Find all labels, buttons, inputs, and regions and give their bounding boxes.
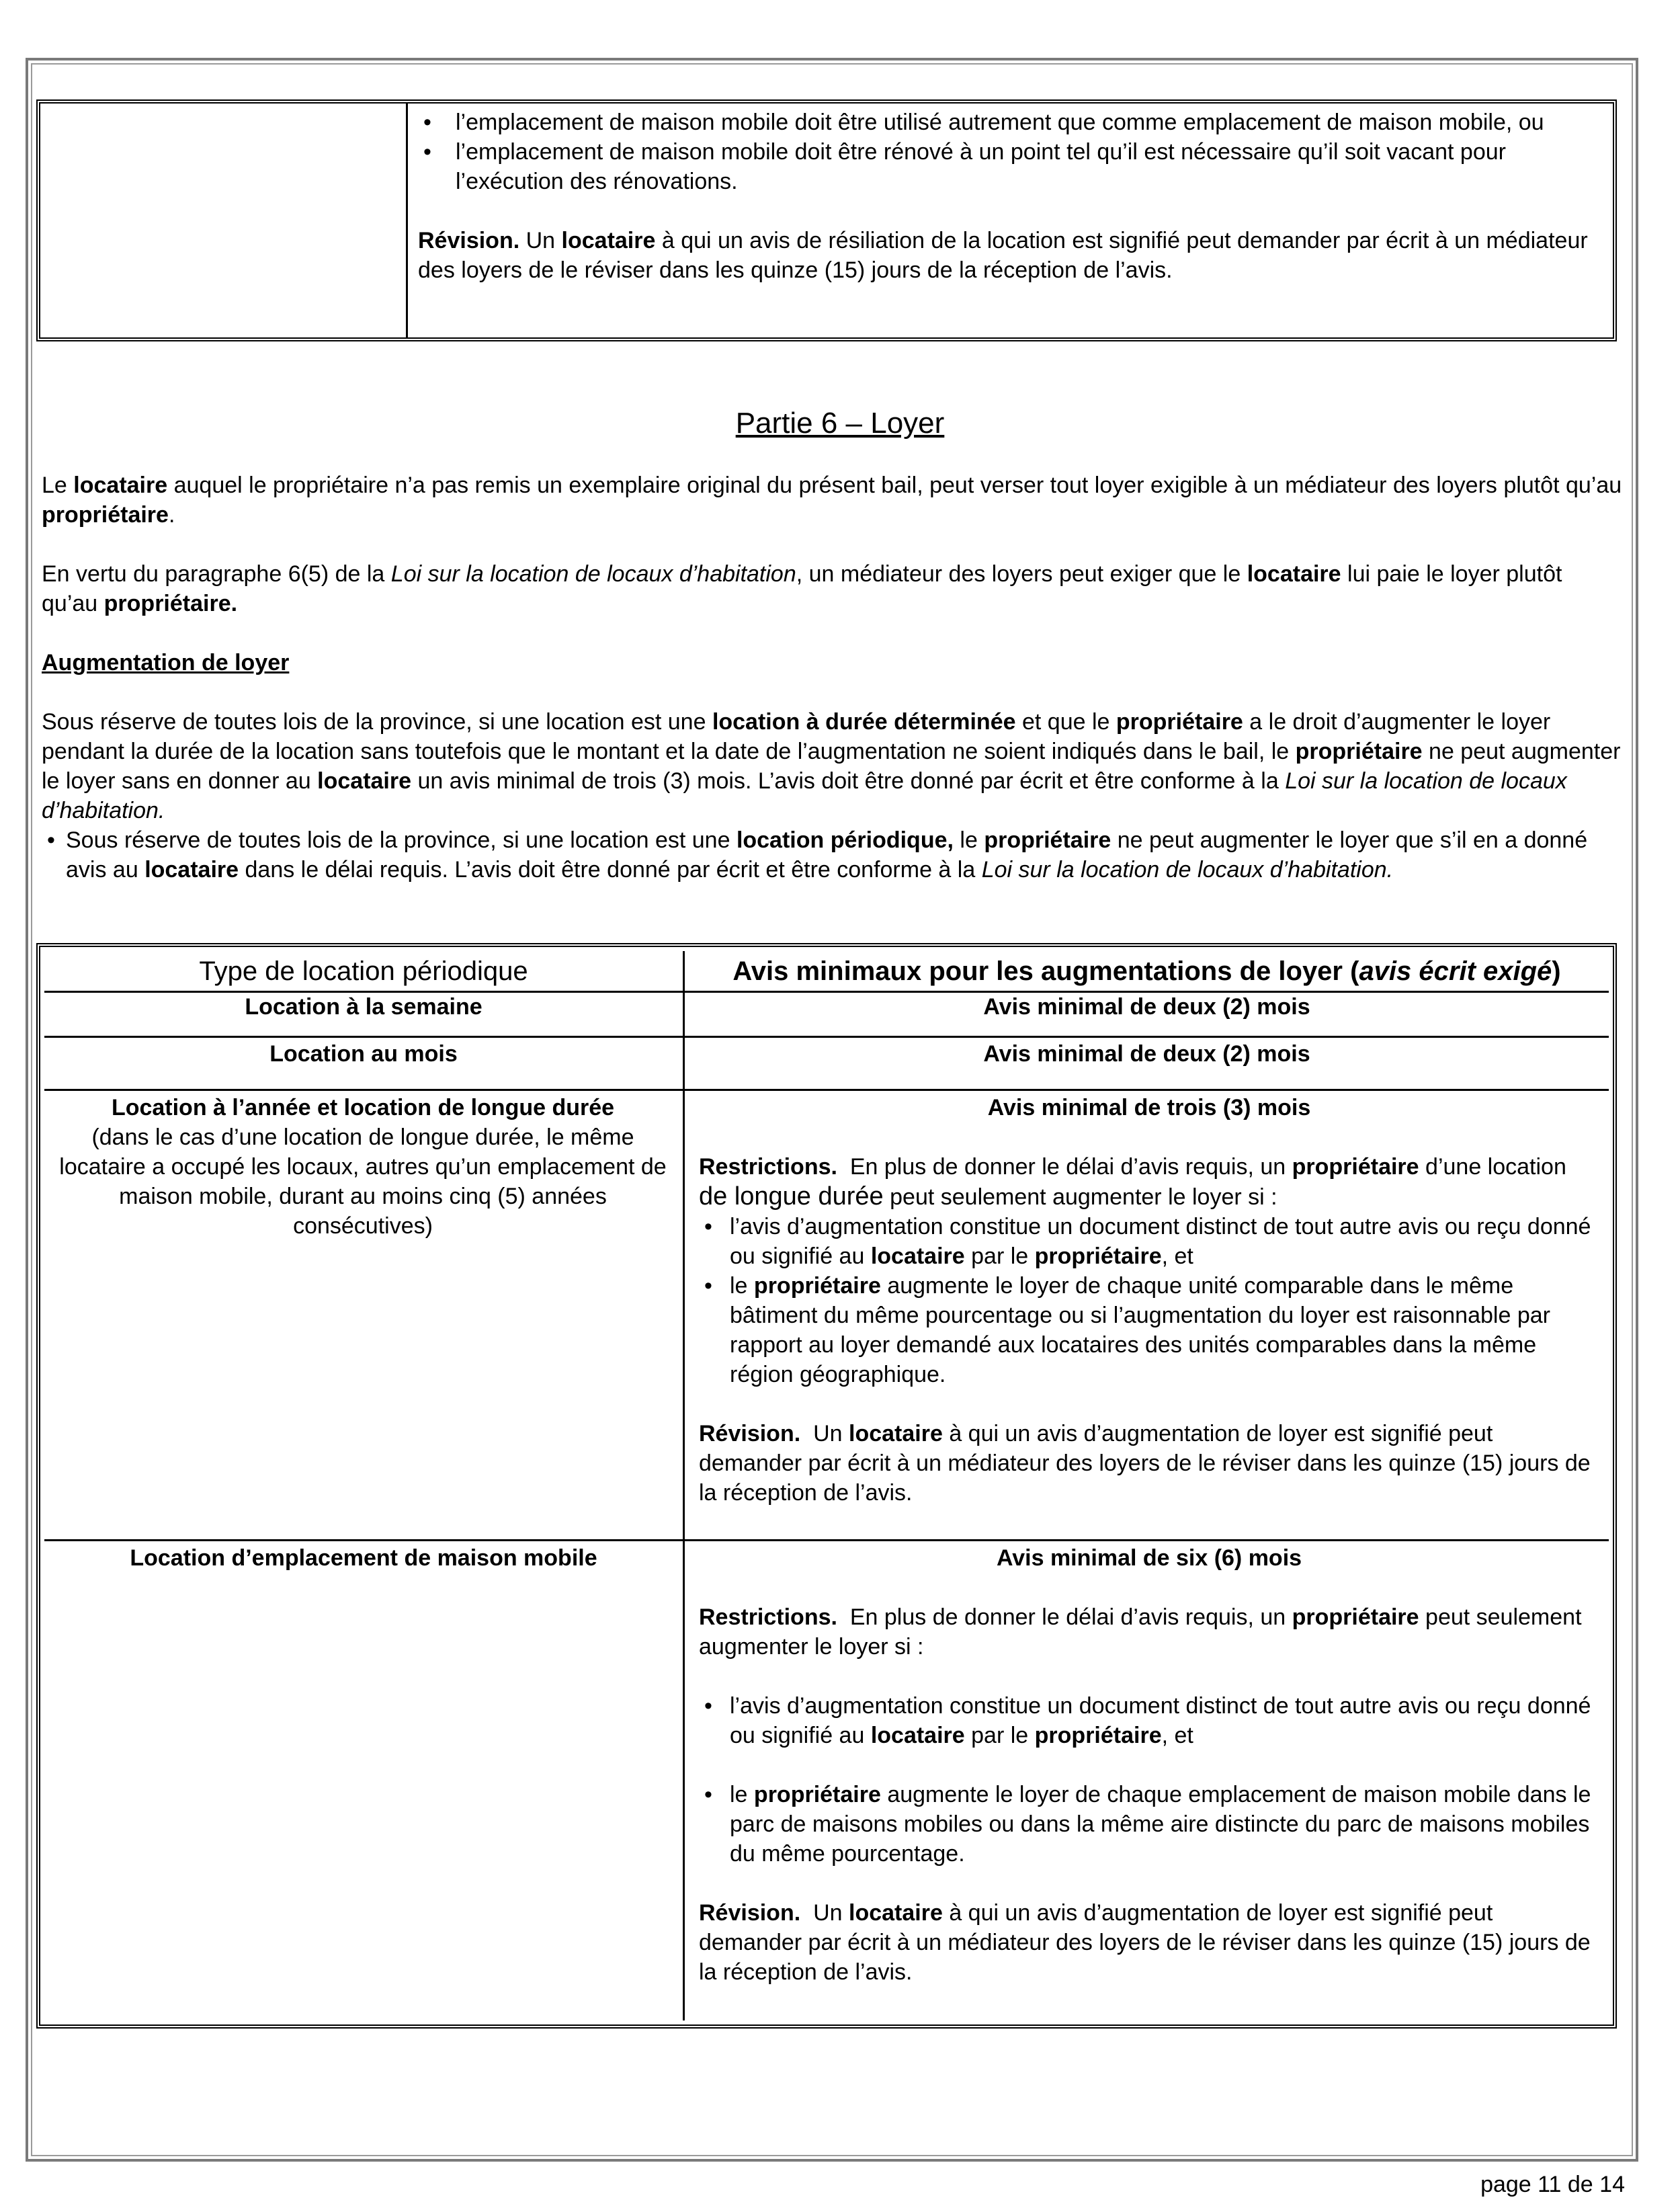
section-bullet-periodique: • Sous réserve de toutes lois de la province, si une location est une location périodique, le propriétaire ne peut augmenter le loyer que s’il en a donné avis au locataire dans le délai requis. L’avis doit être donné par écrit et être conforme à la Loi sur la location de locaux d’habitation. <box>42 825 1622 885</box>
row-annee-bullet-1: • l’avis d’augmentation constitue un document distinct de tout autre avis ou reçu donné ou signifié au locataire par le propriétaire, et <box>699 1212 1599 1271</box>
section-bullets <box>42 825 1622 885</box>
revision-text-b: locataire <box>561 228 656 253</box>
revision-text-a: Un <box>526 228 556 253</box>
revision-label: Révision. <box>418 228 520 253</box>
para-2: En vertu du paragraphe 6(5) de la Loi sur la location de locaux d’habitation, un médiateur des loyers peut exiger que le locataire lui paie le loyer plutôt qu’au propriétaire. <box>42 561 1562 616</box>
row-maison-bullet-1: • l’avis d’augmentation constitue un document distinct de tout autre avis ou reçu donné ou signifié au locataire par le propriétaire, et <box>699 1691 1599 1750</box>
section-body <box>42 471 1622 885</box>
row-maison-bullet-2: • le propriétaire augmente le loyer de chaque emplacement de maison mobile dans le parc de maisons mobiles ou dans la même aire distincte du parc de maisons mobiles du même pourcentage. <box>699 1780 1599 1869</box>
table-header-right: Avis minimaux pour les augmentations de loyer (avis écrit exigé) <box>732 956 1561 986</box>
revision-text-c: à qui un avis de résiliation de la location est signifié peut demander par écrit à un médiateur des loyers de le réviser dans les quinze (15) jours de la réception de l’avis. <box>418 228 1588 283</box>
para-3: Sous réserve de toutes lois de la province, si une location est une location à durée déterminée et que le propriétaire a le droit d’augmenter le loyer pendant la durée de la location sans toutefois que le montant et la date de l’augmentation ne soient indiqués dans le bail, le propriétaire ne peut augmenter le loyer sans en donner au locataire un avis minimal de trois (3) mois. L’avis doit être donné par écrit et être conforme à la Loi sur la location de locaux d’habitation. <box>42 709 1621 823</box>
top-box-bullet-2: • l’emplacement de maison mobile doit être rénové à un point tel qu’il est nécessaire qu’il soit vacant pour l’exécution des rénovations. <box>418 137 1603 196</box>
rent-table-line-2 <box>44 1036 1609 1038</box>
row-maison-mobile-right: Avis minimal de six (6) mois Restrictions. En plus de donner le délai d’avis requis, un propriétaire peut seulement augmenter le loyer si : • l’avis d’augmentation constitue un document distinct de tout autre avis ou reçu donné ou signifié au locataire par le propriétaire, et • le propriétaire augmente le loyer de chaque emplacement de maison mobile dans le parc de maisons mobiles ou dans la même aire distincte du parc de maisons mobiles du même pourcentage. Révision. Un locataire à qui un avis d’augmentation de loyer est signifié peut demander par écrit à un médiateur des loyers de le réviser dans les quinze (15) jours de la réception de l’avis. <box>699 1543 1599 1987</box>
table-header-left: Type de location périodique <box>199 956 528 986</box>
row-maison-mobile-left: Location d’emplacement de maison mobile <box>130 1545 597 1571</box>
rent-table-line-4 <box>44 1539 1609 1541</box>
section-title: Partie 6 – Loyer <box>735 407 945 440</box>
page-number: page 11 de 14 <box>1480 2172 1625 2197</box>
row-annee-bullet-2: • le propriétaire augmente le loyer de chaque unité comparable dans le même bâtiment du même pourcentage ou si l’augmentation du loyer est raisonnable par rapport au loyer demandé aux locataires des unités comparables dans la même région géographique. <box>699 1271 1599 1389</box>
row-mois-right: Avis minimal de deux (2) mois <box>983 1041 1310 1067</box>
row-mois-left: Location au mois <box>269 1041 458 1067</box>
subheading: Augmentation de loyer <box>42 650 290 676</box>
top-box-content <box>418 108 1603 285</box>
row-annee-left: Location à l’année et location de longue durée (dans le cas d’une location de longue durée, le même locataire a occupé les locaux, autres qu’un emplacement de maison mobile, durant au moins cinq (5) années consécutives) <box>59 1095 667 1239</box>
top-box-bullet-1: • l’emplacement de maison mobile doit être utilisé autrement que comme emplacement de maison mobile, ou <box>418 108 1603 137</box>
rent-table-divider <box>683 951 685 2020</box>
row-semaine-left: Location à la semaine <box>245 994 482 1020</box>
rent-table-line-3 <box>44 1089 1609 1091</box>
top-box-divider <box>406 104 408 337</box>
top-box-revision <box>418 226 1603 285</box>
row-annee-right: Avis minimal de trois (3) mois Restrictions. En plus de donner le délai d’avis requis, un propriétaire d’une location de longue durée peut seulement augmenter le loyer si : • l’avis d’augmentation constitue un document distinct de tout autre avis ou reçu donné ou signifié au locataire par le propriétaire, et • le propriétaire augmente le loyer de chaque unité comparable dans le même bâtiment du même pourcentage ou si l’augmentation du loyer est raisonnable par rapport au loyer demandé aux locataires des unités comparables dans la même région géographique. Révision. Un locataire à qui un avis d’augmentation de loyer est signifié peut demander par écrit à un médiateur des loyers de le réviser dans les quinze (15) jours de la réception de l’avis. <box>699 1093 1599 1508</box>
top-box-bullets <box>418 108 1603 196</box>
para-1: Le locataire auquel le propriétaire n’a pas remis un exemplaire original du présent bail, peut verser tout loyer exigible à un médiateur des loyers plutôt qu’au propriétaire. <box>42 473 1622 528</box>
row-semaine-right: Avis minimal de deux (2) mois <box>983 994 1310 1020</box>
